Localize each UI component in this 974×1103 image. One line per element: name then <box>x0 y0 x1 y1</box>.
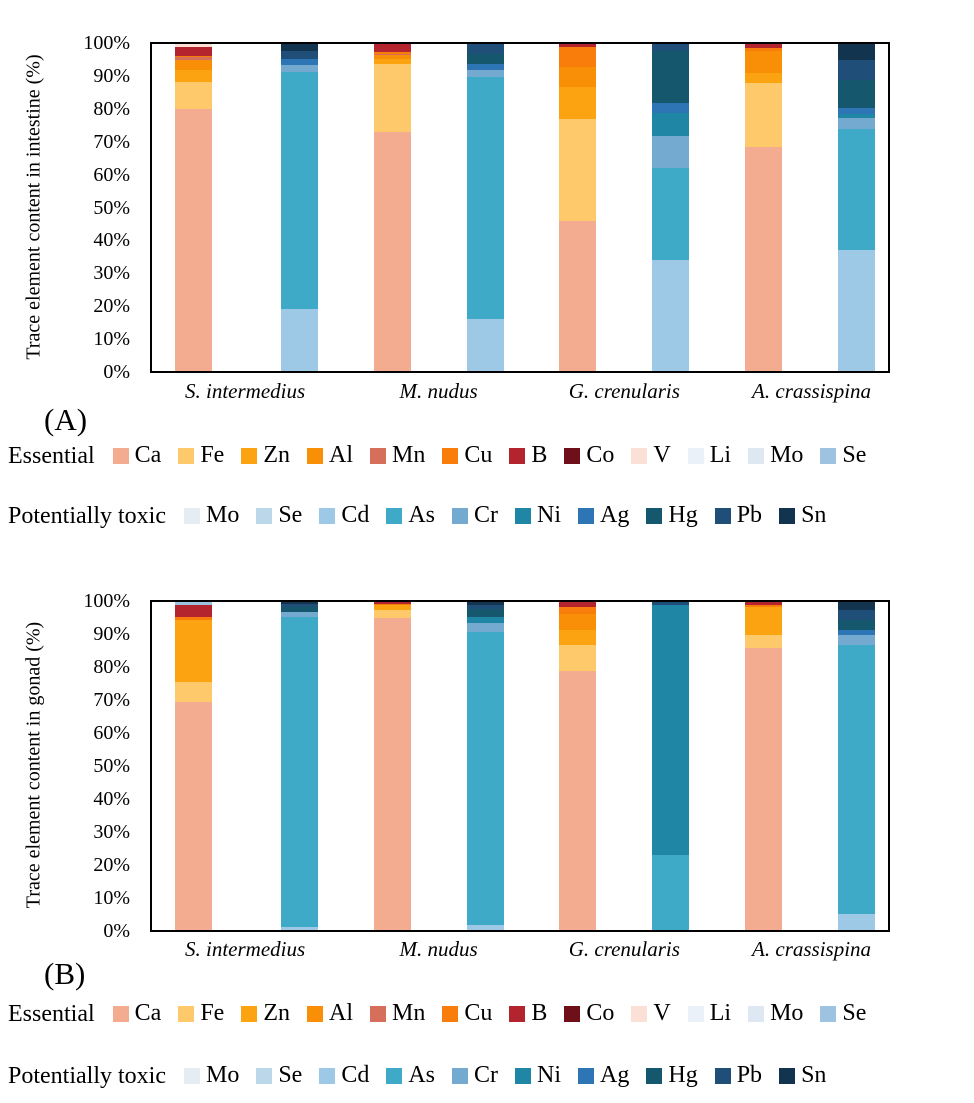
segment-Fe <box>559 645 596 671</box>
segment-As <box>838 645 875 914</box>
y-axis-tick-label: 10% <box>93 887 130 909</box>
legend-swatch <box>748 448 764 464</box>
legend-swatch <box>688 448 704 464</box>
legend-swatch <box>442 448 458 464</box>
legend-group-title: Essential <box>8 1000 95 1027</box>
legend-label: Cr <box>474 1062 499 1088</box>
bar-toxic-g-crenularis <box>652 44 689 371</box>
legend-label: B <box>531 1000 548 1026</box>
category-label: M. nudus <box>399 937 478 961</box>
bar-essential-m-nudus <box>374 44 411 371</box>
y-axis-tick-label: 70% <box>93 689 130 711</box>
legend-item-al <box>307 442 353 469</box>
y-axis-tick-label: 30% <box>93 262 130 285</box>
segment-Hg <box>467 54 504 64</box>
legend-items <box>184 502 843 531</box>
legend-item-se <box>256 502 302 529</box>
legend-swatch <box>646 508 662 524</box>
legend-swatch <box>241 448 257 464</box>
legend-swatch <box>370 448 386 464</box>
legend-swatch <box>515 508 531 524</box>
legend-swatch <box>256 1068 272 1084</box>
legend-label: Hg <box>668 502 698 528</box>
segment-Ni <box>652 113 689 136</box>
legend-label: Ni <box>537 502 562 528</box>
legend-item-pb <box>715 502 762 529</box>
legend-label: Ag <box>600 1062 630 1088</box>
legend-swatch <box>509 1006 525 1022</box>
legend-swatch <box>256 508 272 524</box>
legend-item-sn <box>779 1062 826 1089</box>
segment-Al <box>175 60 212 70</box>
segment-As <box>281 72 318 309</box>
legend-item-hg <box>646 502 697 529</box>
legend-label: Hg <box>668 1062 698 1088</box>
segment-Cr <box>838 118 875 129</box>
segment-As <box>652 168 689 260</box>
legend-label: Cu <box>464 1000 493 1026</box>
legend-swatch <box>578 508 594 524</box>
legend-label: B <box>531 442 548 468</box>
legend-label: Se <box>278 1062 303 1088</box>
legend-swatch <box>748 1006 764 1022</box>
legend-label: Li <box>709 442 732 468</box>
bar-toxic-m-nudus <box>467 602 504 930</box>
legend-item-li <box>688 1000 731 1027</box>
bar-essential-g-crenularis <box>559 602 596 930</box>
segment-Fe <box>745 83 782 147</box>
legend-swatch <box>779 1068 795 1084</box>
bar-toxic-m-nudus <box>467 44 504 371</box>
y-axis-tick-label: 90% <box>93 623 130 645</box>
legend-label: V <box>653 442 671 468</box>
legend-essential-b <box>8 1000 883 1029</box>
segment-As <box>467 77 504 319</box>
segment-Zn <box>745 607 782 635</box>
legend-label: Mo <box>205 1062 240 1088</box>
legend-item-se <box>820 442 866 469</box>
legend-label: Cu <box>464 442 493 468</box>
bar-toxic-a-crassispina <box>838 44 875 371</box>
legend-items <box>113 1000 884 1029</box>
y-axis-tick-label: 10% <box>93 328 130 351</box>
legend-item-mn <box>370 1000 425 1027</box>
segment-Ca <box>175 702 212 930</box>
segment-Zn <box>745 73 782 83</box>
legend-swatch <box>442 1006 458 1022</box>
bar-toxic-a-crassispina <box>838 602 875 930</box>
legend-item-b <box>509 442 547 469</box>
category-label: S. intermedius <box>185 937 306 961</box>
y-axis-tick-label: 100% <box>83 590 130 612</box>
segment-Al <box>559 67 596 87</box>
category-label: S. intermedius <box>185 379 306 403</box>
legend-swatch <box>319 508 335 524</box>
segment-Ca <box>374 132 411 371</box>
segment-Cd <box>281 927 318 930</box>
legend-swatch <box>820 1006 836 1022</box>
legend-label: Sn <box>801 502 827 528</box>
legend-label: Mn <box>392 1000 426 1026</box>
legend-label: Ag <box>600 502 630 528</box>
legend-label: Al <box>329 1000 353 1026</box>
bar-essential-s-intermedius <box>175 44 212 371</box>
legend-item-zn <box>241 1000 290 1027</box>
legend-swatch <box>370 1006 386 1022</box>
segment-Ca <box>374 618 411 930</box>
legend-label: Ca <box>134 442 162 468</box>
legend-items <box>184 1062 843 1091</box>
legend-swatch <box>307 1006 323 1022</box>
y-axis-tick-label: 60% <box>93 163 130 186</box>
category-label: G. crenularis <box>568 937 680 961</box>
legend-label: Mn <box>392 442 426 468</box>
legend-swatch <box>646 1068 662 1084</box>
legend-swatch <box>578 1068 594 1084</box>
legend-swatch <box>515 1068 531 1084</box>
legend-item-ca <box>113 1000 162 1027</box>
legend-toxic-b <box>8 1062 843 1091</box>
legend-item-mo <box>184 1062 239 1089</box>
segment-Pb <box>838 610 875 620</box>
segment-Hg <box>467 609 504 617</box>
legend-item-se <box>256 1062 302 1089</box>
legend-item-cr <box>452 1062 498 1089</box>
y-axis-title-gonad: Trace element content in gonad (%) <box>22 621 45 909</box>
segment-Cd <box>838 914 875 930</box>
legend-swatch <box>509 448 525 464</box>
segment-Cd <box>652 260 689 371</box>
y-axis-title-intestine: Trace element content in intestine (%) <box>22 54 45 360</box>
segment-Fe <box>745 635 782 648</box>
legend-swatch <box>241 1006 257 1022</box>
segment-As <box>281 617 318 927</box>
segment-B <box>175 47 212 55</box>
segment-B <box>175 605 212 616</box>
legend-toxic-a <box>8 502 843 531</box>
category-label: G. crenularis <box>568 379 680 403</box>
segment-Fe <box>559 119 596 220</box>
legend-swatch <box>564 448 580 464</box>
y-axis-tick-label: 80% <box>93 656 130 678</box>
y-axis-tick-label: 50% <box>93 755 130 777</box>
segment-Cr <box>467 623 504 631</box>
legend-group-title: Essential <box>8 442 95 469</box>
legend-swatch <box>631 448 647 464</box>
segment-Ni <box>652 605 689 854</box>
segment-Hg <box>838 80 875 108</box>
legend-label: Al <box>329 442 353 468</box>
legend-item-cu <box>442 1000 492 1027</box>
legend-item-sn <box>779 502 826 529</box>
legend-label: Pb <box>736 1062 763 1088</box>
legend-item-cu <box>442 442 492 469</box>
legend-item-mo <box>748 1000 803 1027</box>
legend-items <box>113 442 884 471</box>
legend-item-b <box>509 1000 547 1027</box>
legend-label: Mo <box>770 442 804 468</box>
bar-essential-g-crenularis <box>559 44 596 371</box>
legend-label: Co <box>586 1000 615 1026</box>
category-label: A. crassispina <box>752 379 872 403</box>
segment-Cr <box>838 635 875 645</box>
bar-toxic-s-intermedius <box>281 44 318 371</box>
plot-area-gonad <box>150 600 890 932</box>
legend-swatch <box>307 448 323 464</box>
legend-swatch <box>715 1068 731 1084</box>
y-axis-tick-label: 30% <box>93 821 130 843</box>
segment-Cu <box>559 47 596 67</box>
legend-label: Fe <box>200 442 225 468</box>
legend-item-mn <box>370 442 425 469</box>
legend-swatch <box>452 508 468 524</box>
legend-swatch <box>178 1006 194 1022</box>
legend-item-al <box>307 1000 353 1027</box>
segment-Ca <box>175 109 212 371</box>
legend-item-cd <box>319 502 369 529</box>
segment-Cd <box>838 250 875 371</box>
segment-Cd <box>467 925 504 930</box>
legend-essential-a <box>8 442 883 471</box>
legend-label: Sn <box>801 1062 827 1088</box>
y-axis-tick-label: 90% <box>93 64 130 87</box>
legend-item-ag <box>578 1062 629 1089</box>
segment-Zn <box>175 70 212 81</box>
legend-swatch <box>452 1068 468 1084</box>
segment-Hg <box>838 620 875 630</box>
legend-swatch <box>386 1068 402 1084</box>
segment-Ag <box>652 103 689 113</box>
legend-swatch <box>688 1006 704 1022</box>
legend-swatch <box>820 448 836 464</box>
segment-Zn <box>559 630 596 645</box>
legend-swatch <box>715 508 731 524</box>
segment-As <box>652 855 689 930</box>
category-label: A. crassispina <box>752 937 872 961</box>
legend-swatch <box>178 448 194 464</box>
segment-Pb <box>838 60 875 80</box>
legend-item-ni <box>515 502 561 529</box>
y-axis-tick-label: 50% <box>93 196 130 219</box>
legend-label: Cd <box>341 1062 370 1088</box>
bar-essential-m-nudus <box>374 602 411 930</box>
bar-essential-s-intermedius <box>175 602 212 930</box>
legend-swatch <box>564 1006 580 1022</box>
segment-Zn <box>175 620 212 682</box>
legend-item-pb <box>715 1062 762 1089</box>
legend-label: Zn <box>263 1000 290 1026</box>
legend-label: Se <box>278 502 303 528</box>
legend-swatch <box>631 1006 647 1022</box>
legend-swatch <box>184 1068 200 1084</box>
legend-label: Cr <box>474 502 499 528</box>
legend-item-fe <box>178 442 224 469</box>
segment-Al <box>745 51 782 74</box>
legend-item-cr <box>452 502 498 529</box>
legend-label: Mo <box>770 1000 804 1026</box>
legend-label: Mo <box>205 502 240 528</box>
legend-item-ca <box>113 442 162 469</box>
legend-item-v <box>631 442 670 469</box>
segment-Cr <box>652 136 689 169</box>
legend-label: Zn <box>263 442 290 468</box>
legend-item-mo <box>748 442 803 469</box>
plot-area-intestine <box>150 42 890 373</box>
y-axis-tick-label: 100% <box>83 32 130 54</box>
legend-label: Fe <box>200 1000 225 1026</box>
segment-Hg <box>652 51 689 103</box>
legend-item-hg <box>646 1062 697 1089</box>
segment-Fe <box>175 82 212 110</box>
legend-item-cd <box>319 1062 369 1089</box>
segment-Zn <box>559 87 596 120</box>
legend-item-co <box>564 1000 614 1027</box>
segment-Al <box>559 614 596 630</box>
legend-label: Ca <box>134 1000 162 1026</box>
y-axis-tick-label: 20% <box>93 854 130 876</box>
panel-label-a: (A) <box>44 402 88 437</box>
legend-label: Cd <box>341 502 370 528</box>
x-axis-labels-b <box>150 937 890 965</box>
legend-group-title: Potentially toxic <box>8 502 166 529</box>
legend-label: Ni <box>537 1062 562 1088</box>
legend-item-as <box>386 502 435 529</box>
category-label: M. nudus <box>399 379 478 403</box>
segment-Fe <box>374 64 411 133</box>
segment-Ca <box>559 671 596 930</box>
y-axis-tick-label: 0% <box>103 361 130 383</box>
legend-swatch <box>386 508 402 524</box>
legend-item-zn <box>241 442 290 469</box>
y-axis-ticks-b <box>0 590 140 942</box>
bar-toxic-g-crenularis <box>652 602 689 930</box>
legend-swatch <box>113 448 129 464</box>
y-axis-tick-label: 40% <box>93 788 130 810</box>
y-axis-tick-label: 70% <box>93 130 130 153</box>
segment-Sn <box>838 44 875 60</box>
y-axis-ticks-a <box>0 32 140 383</box>
legend-label: Se <box>842 442 867 468</box>
segment-As <box>838 129 875 250</box>
y-axis-tick-label: 80% <box>93 97 130 120</box>
segment-Ca <box>745 648 782 930</box>
segment-Cd <box>467 319 504 371</box>
legend-item-li <box>688 442 731 469</box>
legend-swatch <box>779 508 795 524</box>
y-axis-tick-label: 40% <box>93 229 130 252</box>
legend-label: As <box>408 1062 436 1088</box>
segment-Pb <box>467 44 504 54</box>
legend-label: Li <box>709 1000 732 1026</box>
x-axis-labels-a <box>150 379 890 407</box>
legend-swatch <box>184 508 200 524</box>
legend-item-mo <box>184 502 239 529</box>
legend-label: Co <box>586 442 615 468</box>
legend-item-fe <box>178 1000 224 1027</box>
legend-item-co <box>564 442 614 469</box>
segment-Cd <box>281 309 318 371</box>
segment-Ca <box>559 221 596 371</box>
legend-item-ni <box>515 1062 561 1089</box>
panel-label-b: (B) <box>44 956 86 991</box>
segment-Fe <box>374 610 411 618</box>
segment-Fe <box>175 682 212 702</box>
legend-group-title: Potentially toxic <box>8 1062 166 1089</box>
segment-Sn <box>838 602 875 610</box>
segment-As <box>467 632 504 926</box>
legend-label: As <box>408 502 436 528</box>
segment-Ca <box>745 147 782 371</box>
legend-item-ag <box>578 502 629 529</box>
segment-Pb <box>281 51 318 59</box>
legend-item-se <box>820 1000 866 1027</box>
legend-label: Pb <box>736 502 763 528</box>
y-axis-tick-label: 0% <box>103 920 130 942</box>
y-axis-tick-label: 20% <box>93 295 130 318</box>
y-axis-tick-label: 60% <box>93 722 130 744</box>
bar-toxic-s-intermedius <box>281 602 318 930</box>
legend-label: Se <box>842 1000 867 1026</box>
legend-swatch <box>113 1006 129 1022</box>
legend-label: V <box>653 1000 671 1026</box>
segment-B <box>374 44 411 52</box>
legend-item-v <box>631 1000 670 1027</box>
legend-item-as <box>386 1062 435 1089</box>
legend-swatch <box>319 1068 335 1084</box>
bar-essential-a-crassispina <box>745 602 782 930</box>
bar-essential-a-crassispina <box>745 44 782 371</box>
